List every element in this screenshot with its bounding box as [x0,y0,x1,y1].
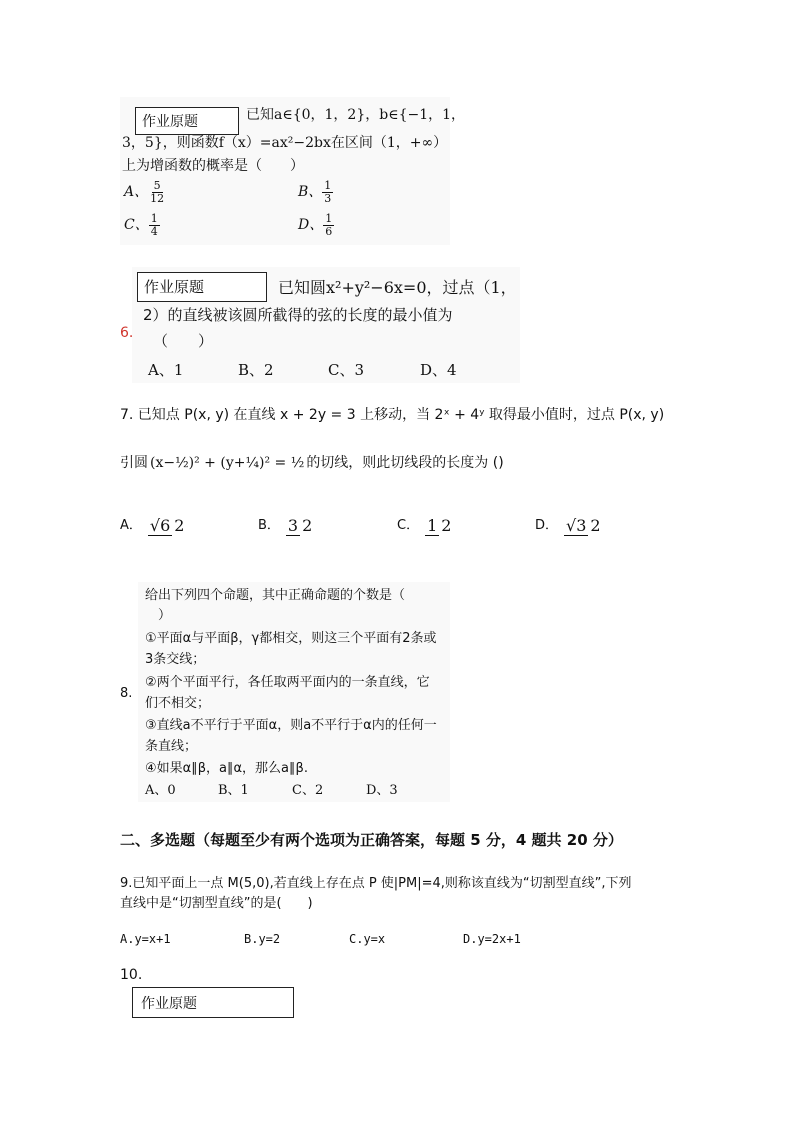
option-denominator: 3 [324,191,332,205]
question-6-options [148,358,457,382]
question-8-options [145,781,398,801]
question-7-line2-post: 的切线，则此切线段的长度为 () [306,455,504,471]
option-numerator: 1 [325,212,333,225]
question-4-option-b [298,180,333,204]
option-denominator: 6 [325,224,333,238]
question-8-number: 8. [120,686,133,701]
question-6-stem-line1: 已知圆x²+y²−6x=0，过点（1， [278,278,517,297]
option-b: B、1 [218,783,249,798]
question-10-number: 10. [120,967,143,983]
question-7-options [120,516,603,536]
option-d: D、4 [420,361,457,379]
option-label: B． [258,518,280,533]
question-4-option-a [124,180,166,204]
option-c: C.y=x [349,932,386,946]
option-denominator: 12 [150,191,165,205]
option-label: C． [397,518,420,533]
option-numerator: 1 [150,212,158,225]
question-4-stem-line1: 已知a∈{0，1，2}，b∈{−1，1， [246,107,466,123]
option-d [535,516,603,536]
option-label: D． [535,518,559,533]
question-4-stem-line2: 3，5}，则函数f（x）=ax²−2bx在区间（1，+∞） [122,135,448,151]
question-8-line-4: 3条交线； [145,652,206,667]
option-a: A、1 [148,361,184,379]
section-2-title: 二、多选题（每题至少有两个选项为正确答案，每题 5 分，4 题共 20 分） [120,831,623,849]
option-numerator: √6 [149,516,171,535]
option-d: D、3 [366,783,398,798]
option-numerator: 5 [153,179,161,192]
question-8-line-6: 们不相交； [145,696,211,711]
question-8-line-1: 给出下列四个命题，其中正确命题的个数是（ [145,588,406,603]
option-label: C、 [124,217,149,234]
question-9-line1: 9.已知平面上一点 M(5,0),若直线上存在点 P 使|PM|=4,则称该直线为“切割型直线”,下列 [120,876,632,891]
option-a: A、0 [145,783,176,798]
option-numerator: 1 [324,179,332,192]
option-denominator: 2 [302,516,313,535]
question-8-line-9: ④如果α∥β，a∥α，那么a∥β. [145,761,308,776]
question-8-line-5: ②两个平面平行，各任取两平面内的一条直线，它 [145,675,430,690]
question-6-stem-line3: （ ） [153,332,214,350]
option-b: B、2 [238,361,274,379]
question-8-line-8: 条直线； [145,739,198,754]
question-6-tag: 作业原题 [137,272,267,302]
question-4-option-c [124,213,160,237]
question-7-line2-pre: 引圆 [120,455,148,471]
option-a: A.y=x+1 [120,932,171,946]
question-4-option-d [298,213,334,237]
question-6-stem-line2: 2）的直线被该圆所截得的弦的长度的最小值为 [143,306,453,324]
question-7-line1: 7. 已知点 P(x, y) 在直线 x + 2y = 3 上移动，当 2ˣ + 4ʸ 取得最小值时，过点 P(x, y) [120,407,665,423]
option-label: B、 [298,184,323,201]
question-6-number: 6. [120,325,134,341]
option-denominator: 2 [174,516,185,535]
option-d: D.y=2x+1 [463,932,521,946]
question-4-tag: 作业原题 [135,107,239,135]
option-c: C、2 [292,783,324,798]
option-denominator: 2 [441,516,452,535]
question-7-circle-equation: (x−½)² + (y+¼)² = ½ [150,455,305,471]
option-b: B.y=2 [244,932,281,946]
option-numerator: √3 [566,516,587,535]
option-c [397,516,535,536]
option-b [258,516,397,536]
option-label: A． [120,518,142,533]
option-numerator: 3 [287,516,299,535]
question-4-stem-line3: 上为增函数的概率是（ ） [122,158,304,174]
question-10-tag: 作业原题 [132,987,294,1018]
option-a [120,516,258,536]
option-denominator: 2 [590,516,601,535]
option-denominator: 4 [150,224,158,238]
question-9-line2: 直线中是“切割型直线”的是( ) [120,896,313,911]
option-c: C、3 [328,361,365,379]
question-9-options [120,930,521,948]
question-7-line2 [120,452,504,474]
option-label: A、 [124,184,149,201]
question-8-line-7: ③直线a不平行于平面α，则a不平行于α内的任何一 [145,718,437,733]
question-8-line-3: ①平面α与平面β，γ都相交，则这三个平面有2条或 [145,631,437,646]
option-numerator: 1 [427,516,438,535]
option-label: D、 [298,217,324,234]
question-8-line-2: ） [145,608,172,623]
